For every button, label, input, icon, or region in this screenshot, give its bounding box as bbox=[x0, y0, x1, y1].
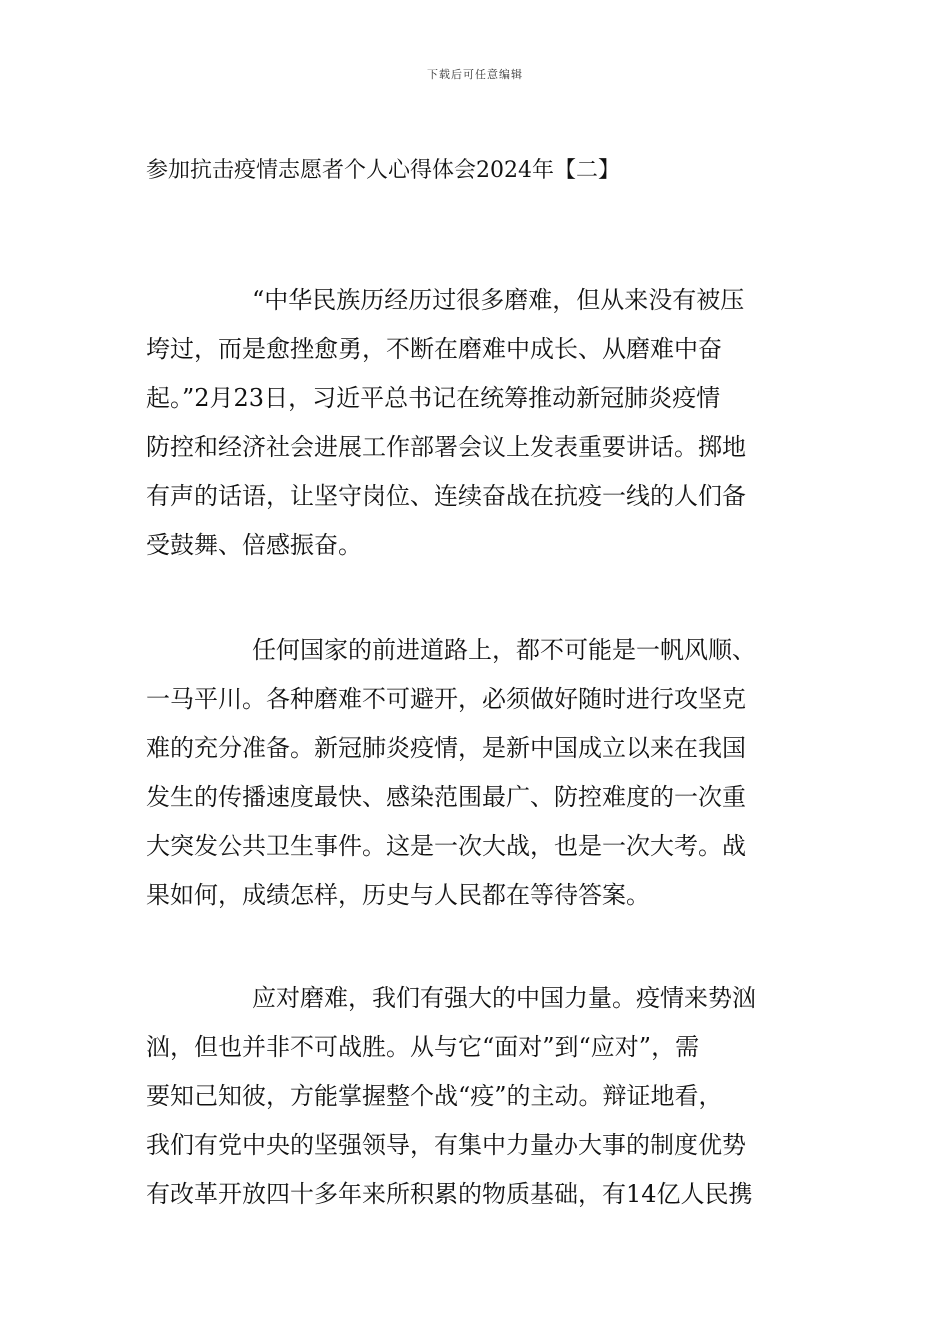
paragraph-line bbox=[146, 974, 806, 1023]
paragraph-line: 要知己知彼，方能掌握整个战“疫”的主动。辩证地看， bbox=[146, 1082, 723, 1110]
paragraph-line: 有声的话语，让坚守岗位、连续奋战在抗疫一线的人们备 bbox=[146, 482, 746, 510]
paragraph-line: 我们有党中央的坚强领导，有集中力量办大事的制度优势 bbox=[146, 1131, 746, 1159]
paragraph-line: 汹，但也并非不可战胜。从与它“面对”到“应对”，需 bbox=[146, 1033, 700, 1061]
line-text: “中华民族历经历过很多磨难，但从来没有被压 bbox=[252, 286, 745, 314]
paragraph-line: 果如何，成绩怎样，历史与人民都在等待答案。 bbox=[146, 881, 650, 909]
paragraph-line: 难的充分准备。新冠肺炎疫情，是新中国成立以来在我国 bbox=[146, 734, 746, 762]
paragraph-line: 大突发公共卫生事件。这是一次大战，也是一次大考。战 bbox=[146, 832, 746, 860]
paragraph-line: 有改革开放四十多年来所积累的物质基础，有14亿人民携 bbox=[146, 1180, 753, 1208]
document-title: 参加抗击疫情志愿者个人心得体会2024年【二】 bbox=[146, 158, 620, 183]
paragraph-line: 发生的传播速度最快、感染范围最广、防控难度的一次重 bbox=[146, 783, 746, 811]
paragraph-line: 一马平川。各种磨难不可避开，必须做好随时进行攻坚克 bbox=[146, 685, 746, 713]
paragraph-line: 垮过，而是愈挫愈勇，不断在磨难中成长、从磨难中奋 bbox=[146, 335, 722, 363]
paragraph-2 bbox=[146, 626, 806, 920]
paragraph-line bbox=[146, 626, 806, 675]
line-text: 应对磨难，我们有强大的中国力量。疫情来势汹 bbox=[252, 984, 756, 1012]
paragraph-line: 起。”2月23日，习近平总书记在统筹推动新冠肺炎疫情 bbox=[146, 384, 721, 412]
paragraph-3 bbox=[146, 974, 806, 1219]
header-note: 下载后可任意编辑 bbox=[427, 68, 523, 81]
paragraph-line: 防控和经济社会进展工作部署会议上发表重要讲话。掷地 bbox=[146, 433, 746, 461]
paragraph-1 bbox=[146, 276, 806, 570]
line-text: 任何国家的前进道路上，都不可能是一帆风顺、 bbox=[252, 636, 756, 664]
paragraph-line: 受鼓舞、倍感振奋。 bbox=[146, 531, 362, 559]
paragraph-line bbox=[146, 276, 806, 325]
